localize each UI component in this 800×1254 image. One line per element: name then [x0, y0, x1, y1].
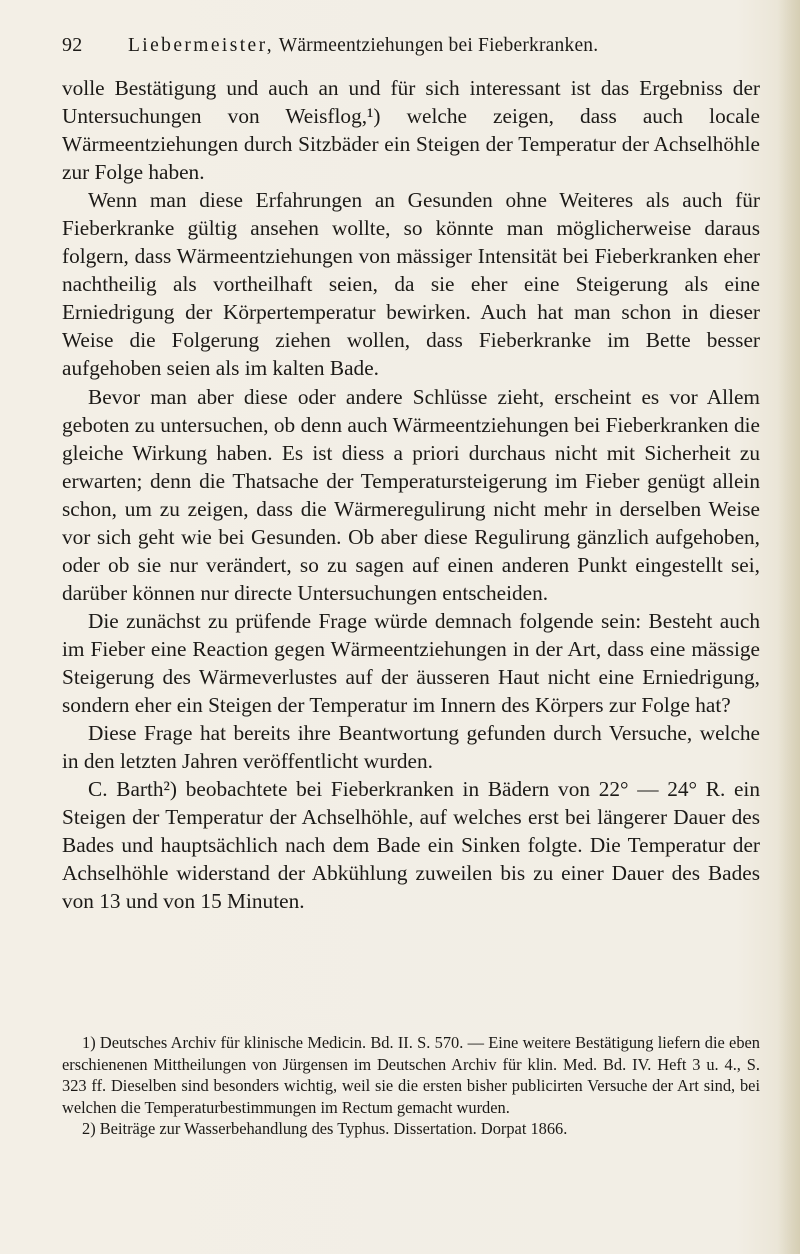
- paragraph-6: C. Barth²) beobachtete bei Fieberkranken in Bädern von 22° — 24° R. ein Steigen der Temperatur der Achselhöhle, auf welches erst bei längerer Dauer des Bades und hauptsächlich nach dem Bade ein Sinken folgte. Die Temperatur der Achselhöhle widerstand der Abkühlung zuweilen bis zu einer Dauer des Bades von 13 und von 15 Minuten.: [62, 777, 760, 914]
- paragraph-2: Wenn man diese Erfahrungen an Gesunden ohne Weiteres als auch für Fieberkranke gültig ansehen wollte, so könnte man möglicherweise daraus folgern, dass Wärmeentziehungen von mässiger Intensität bei Fieberkranken eher nachtheilig als vortheilhaft seien, da sie eher eine Steigerung als eine Erniedrigung der Körpertemperatur bewirken. Auch hat man schon in dieser Weise die Folgerung ziehen wollen, dass Fieberkranke im Bette besser aufgehoben seien als im kalten Bade.: [62, 188, 760, 381]
- footnote-2: 2) Beiträge zur Wasserbehandlung des Typhus. Dissertation. Dorpat 1866.: [82, 1119, 568, 1139]
- body-text: [62, 74, 760, 915]
- footnotes: [62, 1032, 760, 1140]
- paragraph-4: Die zunächst zu prüfende Frage würde demnach folgende sein: Besteht auch im Fieber eine Reaction gegen Wärmeentziehungen in der Art, dass eine mässige Steigerung des Wärmeverlustes auf der äusseren Haut nicht eine Erniedrigung, sondern eher ein Steigen der Temperatur im Innern des Körpers zur Folge hat?: [62, 608, 760, 718]
- footnote-1: 1) Deutsches Archiv für klinische Medicin. Bd. II. S. 570. — Eine weitere Bestätigung liefern die eben erschienenen Mittheilungen von Jürgensen im Deutschen Archiv für klin. Med. Bd. IV. Heft 3 u. 4., S. 323 ff. Dieselben sind besonders wichtig, weil sie die ersten bisher publicirten Versuche der Art sind, bei welchen die Temperaturbestimmungen im Rectum gemacht wurden.: [62, 1033, 760, 1117]
- page-edge-shadow: [778, 0, 800, 1254]
- running-head-author: Liebermeister,: [128, 35, 274, 56]
- page-number: 92: [62, 34, 83, 56]
- running-head-title: Wärmeentziehungen bei Fieberkranken.: [278, 35, 599, 56]
- running-head: [62, 34, 762, 64]
- paragraph-3: Bevor man aber diese oder andere Schlüsse zieht, erscheint es vor Allem geboten zu untersuchen, ob denn auch Wärmeentziehungen bei Fieberkranken die gleiche Wirkung haben. Es ist diess a priori durchaus nicht mit Sicherheit zu erwarten; denn die Thatsache der Temperatursteigerung im Fieber genügt allein schon, um zu zeigen, dass die Wärmeregulirung nicht mehr in derselben Weise vor sich geht wie bei Gesunden. Ob aber diese Regulirung gänzlich aufgehoben, oder ob sie nur verändert, so zu sagen auf einen anderen Punkt eingestellt sei, darüber können nur directe Untersuchungen entscheiden.: [62, 384, 760, 605]
- paragraph-1: volle Bestätigung und auch an und für sich interessant ist das Ergebniss der Untersuchungen von Weisflog,¹) welche zeigen, dass auch locale Wärmeentziehungen durch Sitzbäder ein Steigen der Temperatur der Achselhöhle zur Folge haben.: [62, 76, 760, 185]
- paragraph-5: Diese Frage hat bereits ihre Beantwortung gefunden durch Versuche, welche in den letzten Jahren veröffentlicht wurden.: [62, 721, 760, 774]
